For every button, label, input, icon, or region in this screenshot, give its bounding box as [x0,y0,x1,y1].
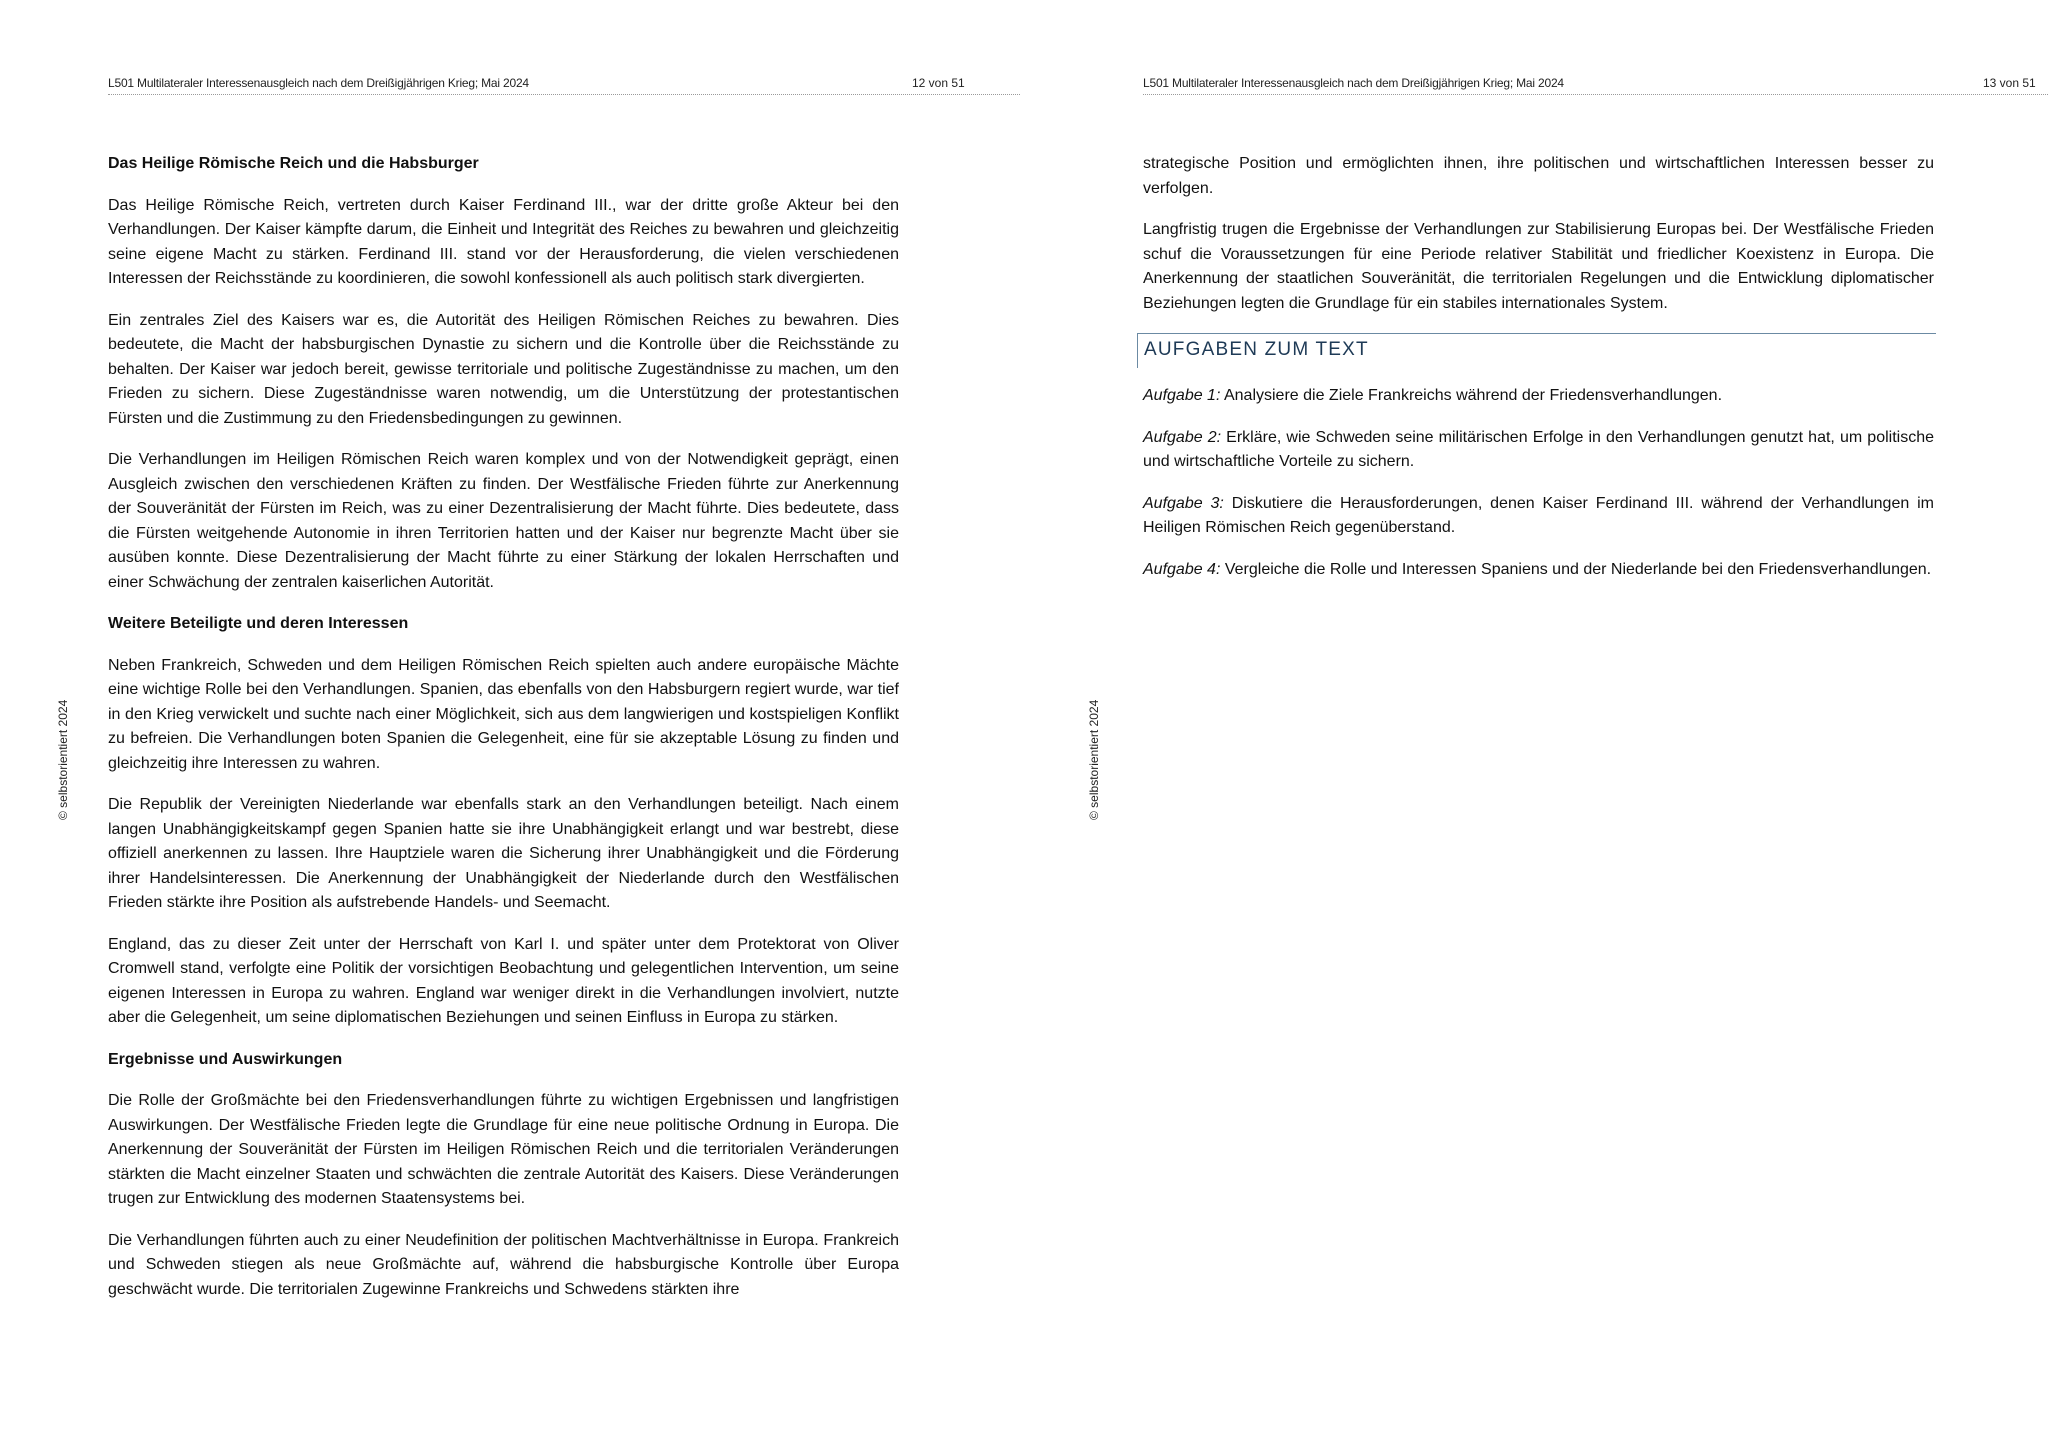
paragraph: Die Republik der Vereinigten Niederlande war ebenfalls stark an den Verhandlungen beteiligt. Nach einem langen Unabhängigkeitskampf gegen Spanien hatte sie ihre Unabhängigkeit erlangt und war bestrebt, diese offiziell anerkennen zu lassen. Ihre Hauptziele waren die Sicherung ihrer Unabhängigkeit und die Förderung ihrer Handelsinteressen. Die Anerkennung der Unabhängigkeit der Niederlande durch den Westfälischen Frieden stärkte ihre Position als aufstrebende Handels- und Seemacht. [108,796,899,911]
paragraph: Langfristig trugen die Ergebnisse der Verhandlungen zur Stabilisierung Europas bei. Der Westfälische Frieden schuf die Voraussetzungen für eine Periode relativer Stabilität und friedlicher Koexistenz in Europa. Die Anerkennung der staatlichen Souveränität, die territorialen Regelungen und die Entwicklung diplomatischer Beziehungen legten die Grundlage für ein stabiles internationales System. [1143,221,1934,312]
paragraph: Die Rolle der Großmächte bei den Friedensverhandlungen führte zu wichtigen Ergebnissen und langfristigen Auswirkungen. Der Westfälische Frieden legte die Grundlage für eine neue politische Ordnung in Europa. Die Anerkennung der Souveränität der Fürsten im Heiligen Römischen Reich und die territorialen Veränderungen stärkten die Macht einzelner Staaten und schwächten die zentrale Autorität des Kaisers. Diese Veränderungen trugen zur Entwicklung des modernen Staatensystems bei. [108,1092,899,1207]
task-text: Erkläre, wie Schweden seine militärischen Erfolge in den Verhandlungen genutzt hat, um politische und wirtschaftliche Vorteile zu sichern. [1143,428,1934,470]
page-body [108,152,899,1319]
page-number: 12 von 51 [912,76,965,90]
section-heading-ergebnisse: Ergebnisse und Auswirkungen [108,1050,343,1068]
paragraph: Die Verhandlungen führten auch zu einer Neudefinition der politischen Machtverhältnisse in Europa. Frankreich und Schweden stiegen als neue Großmächte auf, während die habsburgische Kontrolle über Europa geschwächt wurde. Die territorialen Zugewinne Frankreichs und Schwedens stärkten ihre [108,1231,899,1298]
paragraph: strategische Position und ermöglichten ihnen, ihre politischen und wirtschaftlichen Interessen besser zu verfolgen. [1143,155,1934,197]
section-heading-hrr: Das Heilige Römische Reich und die Habsburger [108,155,479,172]
paragraph: England, das zu dieser Zeit unter der Herrschaft von Karl I. und später unter dem Protektorat von Oliver Cromwell stand, verfolgte eine Politik der vorsichtigen Beobachtung und gelegentlichen Intervention, um seine eigenen Interessen in Europa zu wahren. England war weniger direkt in die Verhandlungen involviert, nutzte aber die Gelegenheit, um seine diplomatischen Beziehungen und seinen Einfluss in Europa zu stärken. [108,935,899,1026]
task-text: Analysiere die Ziele Frankreichs während der Friedensverhandlungen. [1220,387,1723,404]
paragraph: Neben Frankreich, Schweden und dem Heiligen Römischen Reich spielten auch andere europäische Mächte eine wichtige Rolle bei den Verhandlungen. Spanien, das ebenfalls von den Habsburgern regiert wurde, war tief in den Krieg verwickelt und suchte nach einer Möglichkeit, sich aus dem langwierigen und kostspieligen Konflikt zu befreien. Die Verhandlungen boten Spanien die Gelegenheit, eine für sie akzeptable Lösung zu finden und gleichzeitig ihre Interessen zu wahren. [108,656,899,772]
page-number: 13 von 51 [1983,76,2036,90]
page-header [1143,74,2048,95]
page-body [1143,152,1934,599]
task-item [1143,558,1934,583]
paragraph: Ein zentrales Ziel des Kaisers war es, die Autorität des Heiligen Römischen Reiches zu bewahren. Dies bedeutete, die Macht der habsburgischen Dynastie zu sichern und die Kontrolle über die Reichsstände zu behalten. Der Kaiser war jedoch bereit, gewisse territoriale und politische Zugeständnisse zu machen, um den Frieden zu sichern. Diese Zugeständnisse waren notwendig, um die Unterstützung der protestantischen Fürsten und die Zustimmung zu den Friedensbedingungen zu gewinnen. [108,311,899,427]
header-title: L501 Multilateraler Interessenausgleich nach dem Dreißigjährigen Krieg; Mai 2024 [1143,76,1564,90]
task-item [1143,426,1934,475]
page-header [108,74,1020,95]
header-title: L501 Multilateraler Interessenausgleich nach dem Dreißigjährigen Krieg; Mai 2024 [108,76,529,90]
page-13 [1035,0,2048,1452]
task-text: Diskutiere die Herausforderungen, denen Kaiser Ferdinand III. während der Verhandlungen im Heiligen Römischen Reich gegenüberstand. [1143,494,1935,536]
tasks-heading: AUFGABEN ZUM TEXT [1137,333,1936,368]
task-label: Aufgabe 4: [1143,560,1221,578]
task-label: Aufgabe 1: [1143,387,1221,404]
section-heading-weitere-beteiligte: Weitere Beteiligte und deren Interessen [108,615,409,632]
task-label: Aufgabe 2: [1143,428,1222,446]
paragraph: Das Heilige Römische Reich, vertreten durch Kaiser Ferdinand III., war der dritte große Akteur bei den Verhandlungen. Der Kaiser kämpfte darum, die Einheit und Integrität des Reiches zu bewahren und gleichzeitig seine eigene Macht zu stärken. Ferdinand III. stand vor der Herausforderung, die vielen verschiedenen Interessen der Reichsstände zu koordinieren, die sowohl konfessionell als auch politisch stark divergierten. [108,196,899,287]
task-text: Vergleiche die Rolle und Interessen Spaniens und der Niederlande bei den Friedensverhandlungen. [1220,560,1932,578]
task-label: Aufgabe 3: [1143,494,1224,512]
task-item [1143,384,1934,409]
copyright-notice: © selbstorientiert 2024 [56,699,70,820]
copyright-notice: © selbstorientiert 2024 [1087,699,1101,820]
paragraph: Die Verhandlungen im Heiligen Römischen Reich waren komplex und von der Notwendigkeit geprägt, einen Ausgleich zwischen den verschiedenen Kräften zu finden. Der Westfälische Frieden führte zur Anerkennung der Souveränität der Fürsten im Reich, was zu einer Dezentralisierung der Macht führte. Dies bedeutete, dass die Fürsten weitgehende Autonomie in ihren Territorien hatten und der Kaiser nur begrenzte Macht über sie ausüben konnte. Diese Dezentralisierung der Macht führte zu einer Stärkung der lokalen Herrschaften und einer Schwächung der zentralen kaiserlichen Autorität. [108,451,899,591]
task-item [1143,492,1934,541]
